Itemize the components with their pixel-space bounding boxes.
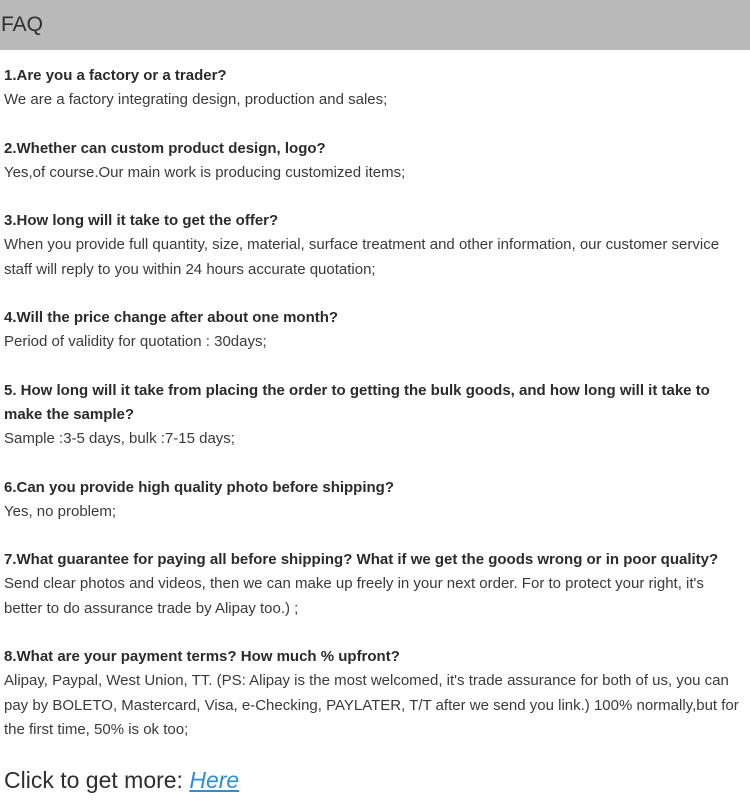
faq-question: 7.What guarantee for paying all before shipping? What if we get the goods wrong or in poor quality?	[4, 551, 719, 569]
here-link[interactable]: Here	[189, 767, 240, 793]
faq-answer: When you provide full quantity, size, material, surface treatment and other information, our customer service staff will reply to you within 24 hours accurate quotation;	[4, 236, 720, 278]
more-info-line	[4, 764, 239, 796]
more-info-prefix: Click to get more:	[4, 767, 190, 793]
faq-answer: Period of validity for quotation : 30days;	[4, 333, 267, 351]
faq-question: 5. How long will it take from placing the order to getting the bulk goods, and how long will it take to make the sample?	[4, 381, 710, 423]
faq-header-bar	[0, 0, 750, 50]
faq-answer: Send clear photos and videos, then we can make up freely in your next order. For to protect your right, it's better to do assurance trade by Alipay too.) ;	[4, 575, 704, 617]
faq-answer: We are a factory integrating design, production and sales;	[4, 91, 388, 109]
faq-question: 3.How long will it take to get the offer?	[4, 212, 279, 230]
faq-item-8	[4, 645, 744, 742]
faq-item-5	[4, 379, 744, 452]
faq-item-1	[4, 64, 744, 113]
faq-answer: Yes,of course.Our main work is producing customized items;	[4, 163, 406, 181]
faq-answer: Sample :3-5 days, bulk :7-15 days;	[4, 430, 235, 448]
faq-question: 2.Whether can custom product design, logo?	[4, 139, 326, 157]
faq-answer: Alipay, Paypal, West Union, TT. (PS: Alipay is the most welcomed, it's trade assurance for both of us, you can pay by BOLETO, Mastercard, Visa, e-Checking, PAYLATER, T/T after we send you link.) 100% normally,but for the first time, 50% is ok too;	[4, 672, 739, 738]
faq-item-4	[4, 306, 744, 355]
faq-item-3	[4, 209, 744, 282]
faq-list	[4, 64, 744, 766]
faq-question: 6.Can you provide high quality photo before shipping?	[4, 478, 394, 496]
faq-question: 8.What are your payment terms? How much % upfront?	[4, 648, 400, 666]
faq-question: 4.Will the price change after about one month?	[4, 309, 339, 327]
faq-question: 1.Are you a factory or a trader?	[4, 67, 227, 84]
faq-item-2	[4, 137, 744, 186]
faq-item-7	[4, 548, 744, 621]
faq-item-6	[4, 476, 744, 525]
page-title: FAQ	[1, 13, 44, 36]
faq-answer: Yes, no problem;	[4, 502, 117, 520]
